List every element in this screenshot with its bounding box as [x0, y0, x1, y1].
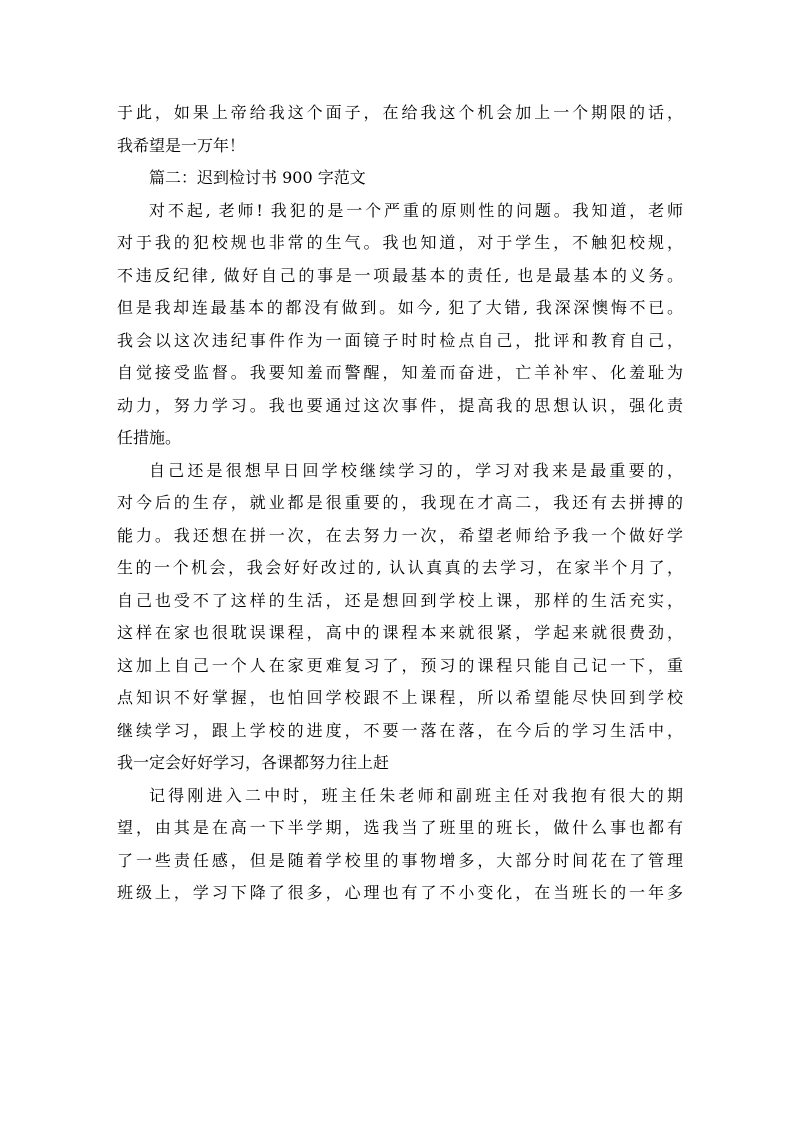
text-line: 点知识不好掌握，也怕回学校跟不上课程，所以希望能尽快回到学校: [117, 688, 683, 707]
text-line: 不违反纪律, 做好自己的事是一项最基本的责任, 也是最基本的义务。: [117, 265, 683, 285]
text-line: 自觉接受监督。我要知羞而警醒，知羞而奋进，亡羊补牢、化羞耻为: [117, 363, 683, 382]
text-line: 自己也受不了这样的生活，还是想回到学校上课，那样的生活充实，: [117, 590, 683, 610]
text-line: 这加上自己一个人在家更难复习了，预习的课程只能自己记一下，重: [117, 655, 683, 675]
document-body: [117, 97, 683, 910]
text-line: 了一些责任感，但是随着学校里的事物增多，大部分时间花在了管理: [117, 850, 683, 870]
text-line: 这样在家也很耽误课程，高中的课程本来就很紧，学起来就很费劲，: [117, 623, 683, 642]
text-line: 能力。我还想在拼一次，在去努力一次，希望老师给予我一个做好学: [117, 525, 683, 545]
text-line: 任措施。: [117, 428, 182, 447]
text-line: 动力，努力学习。我也要通过这次事件，提高我的思想认识，强化责: [117, 395, 683, 415]
text-line: 但是我却连最基本的都没有做到。如今, 犯了大错, 我深深懊悔不已。: [117, 298, 683, 317]
text-line: 望，由其是在高一下半学期，选我当了班里的班长，做什么事也都有: [117, 818, 683, 837]
text-line: 继续学习，跟上学校的进度，不要一落在落，在今后的学习生活中，: [117, 720, 683, 740]
text-line: 对今后的生存，就业都是很重要的，我现在才高二，我还有去拼搏的: [117, 493, 683, 512]
text-line: 于此，如果上帝给我这个面子，在给我这个机会加上一个期限的话，: [117, 103, 683, 122]
text-line: 自己还是很想早日回学校继续学习的，学习对我来是最重要的，: [149, 460, 683, 480]
text-line: 对于我的犯校规也非常的生气。我也知道，对于学生，不触犯校规，: [117, 233, 683, 252]
text-line: 对不起, 老师! 我犯的是一个严重的原则性的问题。我知道，老师: [149, 200, 683, 220]
text-line: 班级上，学习下降了很多，心理也有了不小变化，在当班长的一年多: [117, 883, 683, 902]
section-heading: 篇二：迟到检讨书 900 字范文: [149, 168, 366, 187]
text-line: 我会以这次违纪事件作为一面镜子时时检点自己，批评和教育自己，: [117, 330, 683, 350]
text-line: 我希望是一万年！: [117, 135, 246, 155]
text-line: 我一定会好好学习，各课都努力往上赶: [117, 753, 390, 772]
text-line: 生的一个机会，我会好好改过的, 认认真真的去学习，在家半个月了，: [117, 558, 683, 577]
text-line: 记得刚进入二中时，班主任朱老师和副班主任对我抱有很大的期: [149, 785, 683, 805]
